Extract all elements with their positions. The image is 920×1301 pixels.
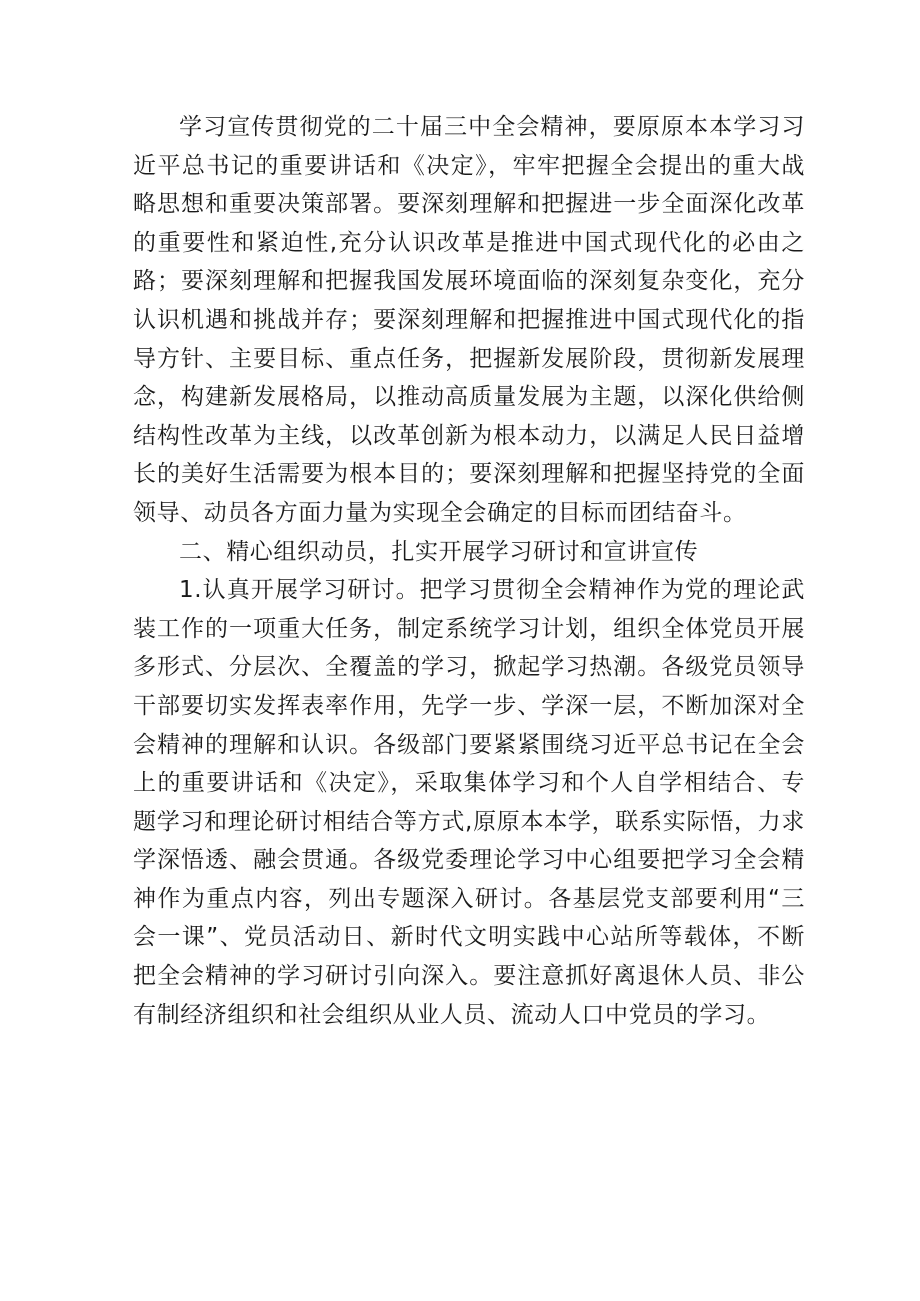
section-heading-2: 二、精心组织动员，扎实开展学习研讨和宣讲宣传 xyxy=(179,538,699,565)
paragraph-study-discussion: 1.认真开展学习研讨。把学习贯彻全会精神作为党的理论武装工作的一项重大任务，制定系统学习计划，组织全体党员开展多形式、分层次、全覆盖的学习，掀起学习热潮。各级党员领导干部要切实发挥表率作用，先学一步、学深一层，不断加深对全会精神的理解和认识。各级部门要紧紧围绕习近平总书记在全会上的重要讲话和《决定》，采取集体学习和个人自学相结合、专题学习和理论研讨相结合等方式,原原本本学，联系实际悟，力求学深悟透、融会贯通。各级党委理论学习中心组要把学习全会精神作为重点内容，列出专题深入研讨。各基层党支部要利用“三会一课”、党员活动日、新时代文明实践中心站所等载体，不断把全会精神的学习研讨引向深入。要注意抓好离退休人员、非公有制经济组织和社会组织从业人员、流动人口中党员的学习。 xyxy=(133,577,805,1028)
paragraph-study-spirit: 学习宣传贯彻党的二十届三中全会精神，要原原本本学习习近平总书记的重要讲话和《决定》，牢牢把握全会提出的重大战略思想和重要决策部署。要深刻理解和把握进一步全面深化改革的重要性和紧迫性,充分认识改革是推进中国式现代化的必由之路；要深刻理解和把握我国发展环境面临的深刻复杂变化，充分认识机遇和挑战并存；要深刻理解和把握推进中国式现代化的指导方针、主要目标、重点任务，把握新发展阶段，贯彻新发展理念，构建新发展格局，以推动高质量发展为主题，以深化供给侧结构性改革为主线，以改革创新为根本动力，以满足人民日益增长的美好生活需要为根本目的；要深刻理解和把握坚持党的全面领导、动员各方面力量为实现全会确定的目标而团结奋斗。 xyxy=(133,114,805,526)
document-body xyxy=(133,108,805,1034)
